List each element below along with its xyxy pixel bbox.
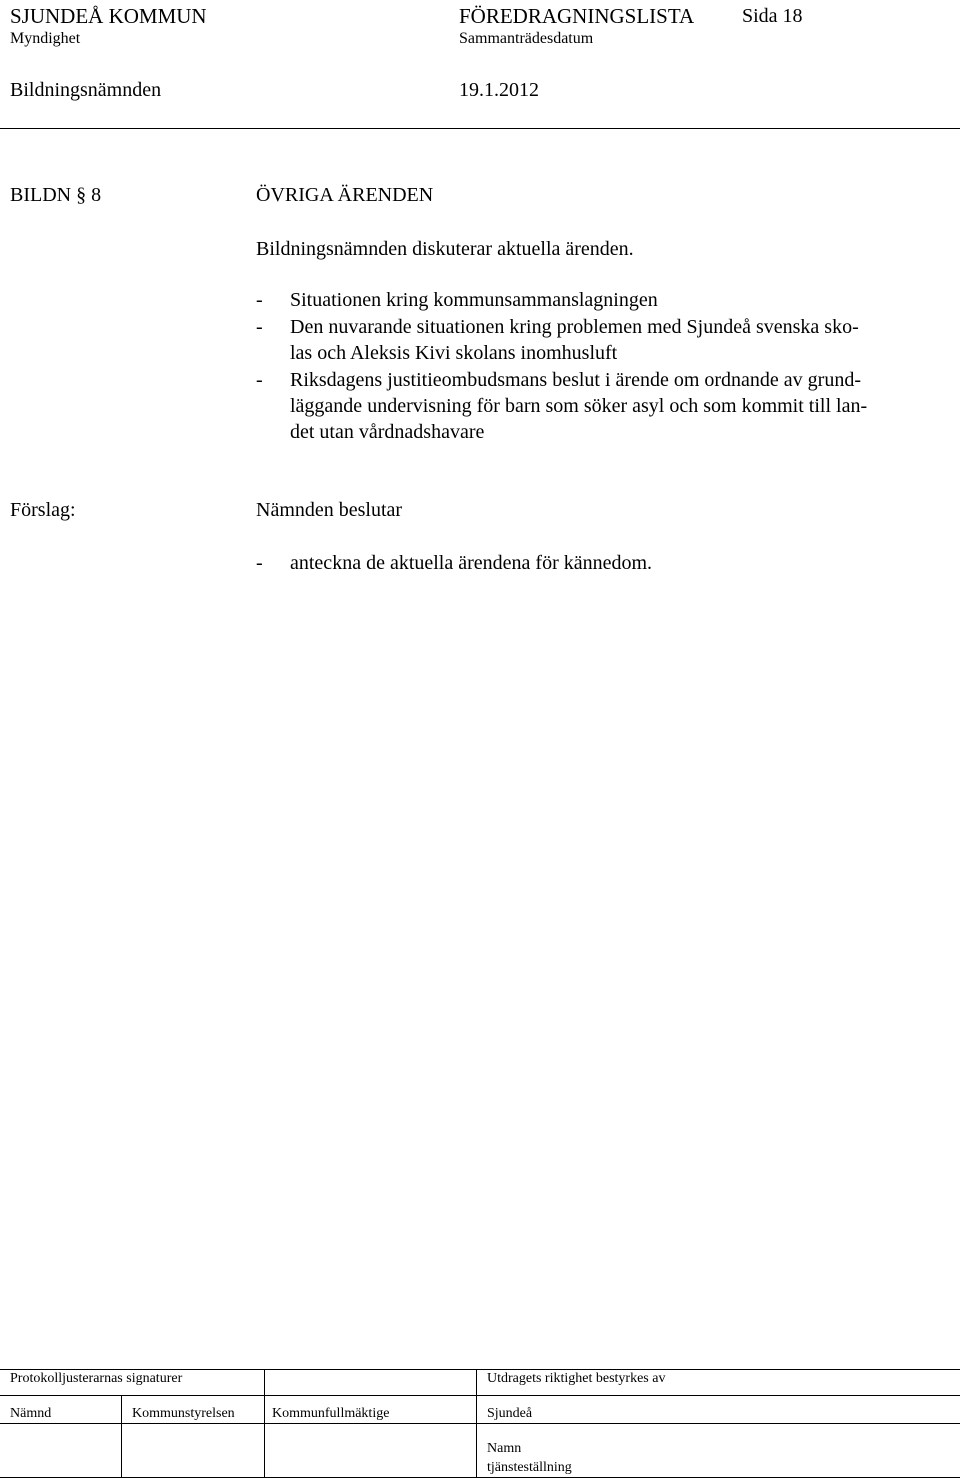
certified-label: Utdragets riktighet bestyrkes av [487, 1371, 666, 1386]
meeting-date: 19.1.2012 [459, 79, 539, 101]
kommunstyrelsen-label: Kommunstyrelsen [132, 1406, 235, 1421]
footer-mid-rule [0, 1395, 960, 1396]
item-title: ÖVRIGA ÄRENDEN [256, 184, 434, 206]
bullet-line: Situationen kring kommunsammanslagningen [290, 289, 658, 311]
org-name: SJUNDEÅ KOMMUN [10, 4, 207, 28]
item-intro: Bildningsnämnden diskuterar aktuella ärenden. [256, 238, 634, 260]
item-number: BILDN § 8 [10, 184, 102, 206]
bullet-line: läggande undervisning för barn som söker asyl och som kommit till lan- [290, 395, 868, 417]
bullet-line: Den nuvarande situationen kring problemen med Sjundeå svenska sko- [290, 316, 859, 338]
signatures-label: Protokolljusterarnas signaturer [10, 1371, 183, 1386]
bullet-line: Riksdagens justitieombudsmans beslut i ärende om ordnande av grund- [290, 369, 862, 391]
authority-name: Bildningsnämnden [10, 79, 162, 101]
decision-dash: - [256, 552, 263, 574]
bullet-dash: - [256, 369, 263, 391]
proposal-text: Nämnden beslutar [256, 499, 403, 521]
position-label: tjänsteställning [487, 1460, 572, 1475]
bullet-dash: - [256, 316, 263, 338]
proposal-label: Förslag: [10, 499, 76, 521]
authority-label: Myndighet [10, 30, 81, 47]
bullet-line: las och Aleksis Kivi skolans inomhusluft [290, 342, 618, 364]
bullet-line: det utan vårdnadshavare [290, 421, 485, 443]
footer-top-rule [0, 1369, 960, 1370]
kommunfullmaktige-label: Kommunfullmäktige [272, 1406, 390, 1421]
header-divider [0, 128, 960, 129]
page-number: Sida 18 [742, 5, 803, 27]
footer-lower-rule [0, 1423, 960, 1424]
decision-text: anteckna de aktuella ärendena för kännedom. [290, 552, 653, 574]
footer-divider-1 [264, 1369, 265, 1478]
footer-divider-3 [121, 1395, 122, 1478]
document-type: FÖREDRAGNINGSLISTA [459, 4, 695, 28]
bullet-dash: - [256, 289, 263, 311]
namnd-label: Nämnd [10, 1406, 52, 1421]
sjundea-label: Sjundeå [487, 1406, 533, 1421]
name-label: Namn [487, 1441, 522, 1456]
meeting-date-label: Sammanträdesdatum [459, 30, 594, 47]
footer-divider-2 [476, 1369, 477, 1478]
